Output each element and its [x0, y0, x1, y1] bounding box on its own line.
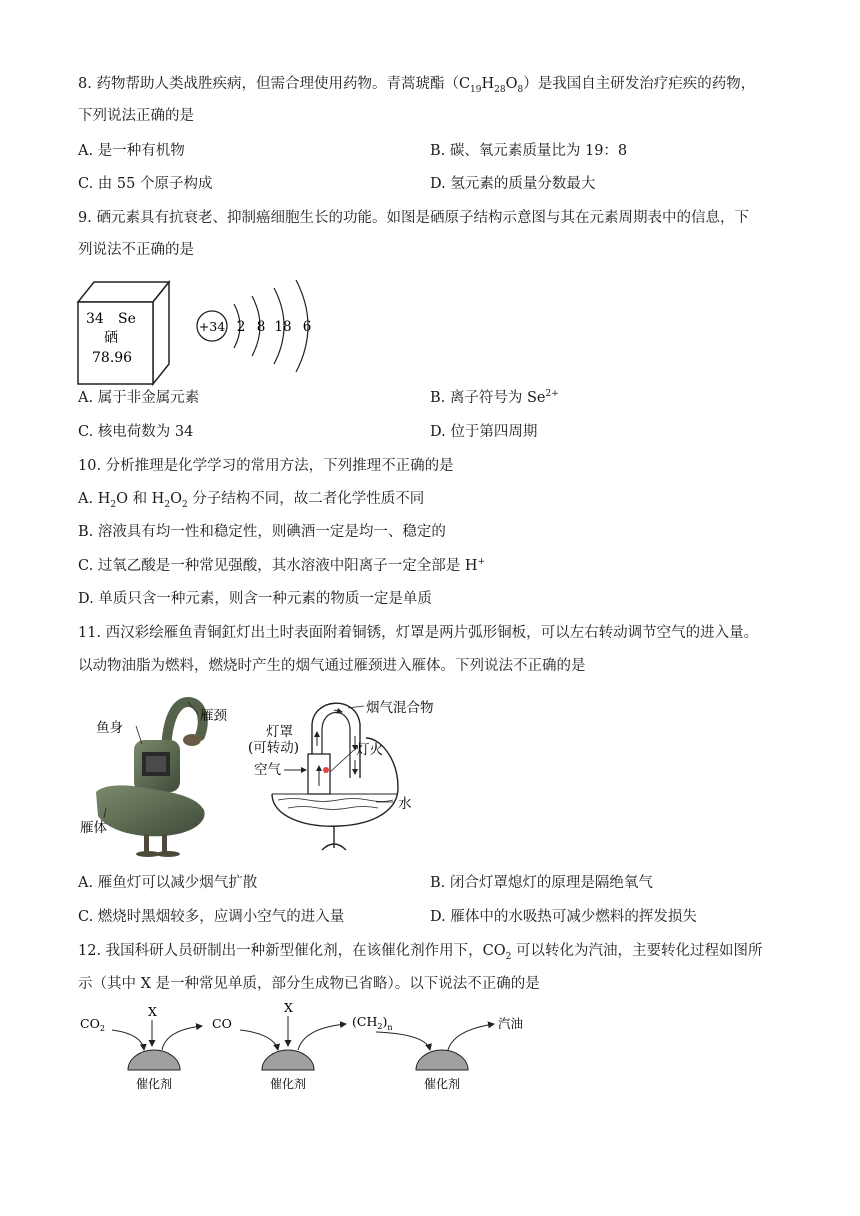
q8-stem-text-b: ）是我国自主研发治疗疟疾的药物， — [523, 76, 756, 92]
shell-3-electrons: 18 — [274, 319, 292, 335]
q11-option-b[interactable]: B. 闭合灯罩熄灯的原理是隔绝氧气 — [430, 875, 653, 891]
selenium-figure — [76, 276, 326, 388]
label-water: 水 — [398, 796, 412, 812]
atomic-number: 34 — [86, 311, 104, 327]
q10-c-text: C. 过氧乙酸是一种常见强酸，其水溶液中阳离子一定全部是 H — [78, 558, 478, 574]
q10-a-sub2: 2 — [164, 499, 171, 510]
q8-sub-o: 8 — [517, 84, 524, 95]
shell-2-electrons: 8 — [256, 319, 266, 335]
q8-sub-c: 19 — [470, 84, 482, 95]
q8-option-a[interactable]: A. 是一种有机物 — [78, 143, 185, 159]
atom-structure-diagram — [197, 280, 311, 372]
label-flame: 灯火 — [356, 742, 383, 758]
q10-option-b[interactable]: B. 溶液具有均一性和稳定性，则碘酒一定是均一、稳定的 — [78, 524, 446, 540]
q10-a-text2: O 和 H — [116, 491, 165, 507]
label-rotatable: (可转动) — [248, 740, 300, 756]
catalysis-process-diagram — [76, 1000, 536, 1092]
q9-option-b-text: B. 离子符号为 Se — [430, 390, 546, 406]
q8-option-c[interactable]: C. 由 55 个原子构成 — [78, 176, 213, 192]
q10-a-sub1: 2 — [110, 499, 117, 510]
label-co2: $CO_2$ — [80, 1016, 105, 1033]
q9-option-b-sup: 2+ — [545, 389, 559, 400]
q9-stem-line1: 9. 硒元素具有抗衰老、抑制癌细胞生长的功能。如图是硒原子结构示意图与其在元素周期表中的信息，下 — [78, 210, 749, 226]
label-catalyst-2: 催化剂 — [269, 1077, 307, 1091]
q11-stem-line2: 以动物油脂为燃料，燃烧时产生的烟气通过雁颈进入雁体。下列说法不正确的是 — [78, 658, 586, 674]
q12-stem-sub: 2 — [505, 951, 512, 962]
label-goose-body: 雁体 — [80, 820, 107, 836]
shell-1-electrons: 2 — [236, 319, 246, 335]
q8-option-d[interactable]: D. 氢元素的质量分数最大 — [430, 176, 596, 192]
label-ch2n: $(CH_2)_n$ — [352, 1014, 393, 1032]
q10-c-sup: + — [477, 557, 486, 568]
label-smoke-mixture: 烟气混合物 — [366, 700, 434, 716]
q11-option-a[interactable]: A. 雁鱼灯可以减少烟气扩散 — [78, 875, 258, 891]
periodic-table-cell — [78, 282, 169, 384]
q8-sym-h: H — [481, 76, 495, 92]
label-gasoline: 汽油 — [498, 1016, 524, 1031]
q10-a-text3: 分子结构不同，故二者化学性质不同 — [187, 491, 425, 507]
label-x-2: X — [284, 1000, 293, 1015]
q11-option-c[interactable]: C. 燃烧时黑烟较多，应调小空气的进入量 — [78, 909, 345, 925]
label-x-1: X — [148, 1004, 157, 1019]
q8-sym-o: O — [505, 76, 518, 92]
q10-a-o: O — [170, 491, 182, 507]
q10-option-c[interactable] — [78, 556, 485, 576]
q8-stem-line2: 下列说法正确的是 — [78, 108, 194, 124]
q9-option-d[interactable]: D. 位于第四周期 — [430, 424, 538, 440]
shell-4-electrons: 6 — [302, 319, 312, 335]
q12-stem-text-a: 12. 我国科研人员研制出一种新型催化剂，在该催化剂作用下，CO — [78, 943, 506, 959]
q10-option-a[interactable] — [78, 489, 424, 509]
q8-option-b[interactable]: B. 碳、氧元素质量比为 19：8 — [430, 143, 628, 159]
q9-option-b[interactable] — [430, 388, 559, 408]
q9-stem-line2: 列说法不正确的是 — [78, 242, 194, 258]
label-air: 空气 — [254, 762, 281, 778]
q9-option-a[interactable]: A. 属于非金属元素 — [78, 390, 200, 406]
element-symbol: Se — [118, 311, 136, 327]
atomic-mass: 78.96 — [92, 350, 133, 366]
label-fish-body: 鱼身 — [96, 720, 123, 736]
q12-stem-line1 — [78, 941, 763, 961]
label-catalyst-1: 催化剂 — [135, 1077, 173, 1091]
q10-option-d[interactable]: D. 单质只含一种元素，则含一种元素的物质一定是单质 — [78, 591, 432, 607]
q12-stem-line2: 示（其中 X 是一种常见单质，部分生成物已省略）。以下说法不正确的是 — [78, 976, 540, 992]
label-neck: 雁颈 — [200, 708, 227, 724]
nucleus-charge: +34 — [198, 319, 226, 334]
q8-stem-text: 8. 药物帮助人类战胜疾病，但需合理使用药物。青蒿琥酯（C — [78, 76, 471, 92]
q9-option-c[interactable]: C. 核电荷数为 34 — [78, 424, 194, 440]
q12-stem-text-b: 可以转化为汽油，主要转化过程如图所 — [511, 943, 763, 959]
q8-stem-line1 — [78, 74, 755, 94]
q10-a-sub3: 2 — [181, 499, 188, 510]
element-name: 硒 — [104, 330, 118, 346]
q11-option-d[interactable]: D. 雁体中的水吸热可减少燃料的挥发损失 — [430, 909, 697, 925]
q10-stem: 10. 分析推理是化学学习的常用方法，下列推理不正确的是 — [78, 458, 454, 474]
goose-lamp-schematic — [248, 688, 468, 858]
q11-stem-line1: 11. 西汉彩绘雁鱼青铜釭灯出土时表面附着铜锈，灯罩是两片弧形铜板，可以左右转动调节空气的进入量。 — [78, 625, 759, 641]
label-lampshade: 灯罩 — [266, 724, 293, 740]
q8-sub-h: 28 — [494, 84, 506, 95]
label-co: CO — [212, 1016, 232, 1031]
goose-lamp-photo — [76, 692, 246, 862]
label-catalyst-3: 催化剂 — [423, 1077, 461, 1091]
q10-a-text1: A. H — [78, 491, 111, 507]
